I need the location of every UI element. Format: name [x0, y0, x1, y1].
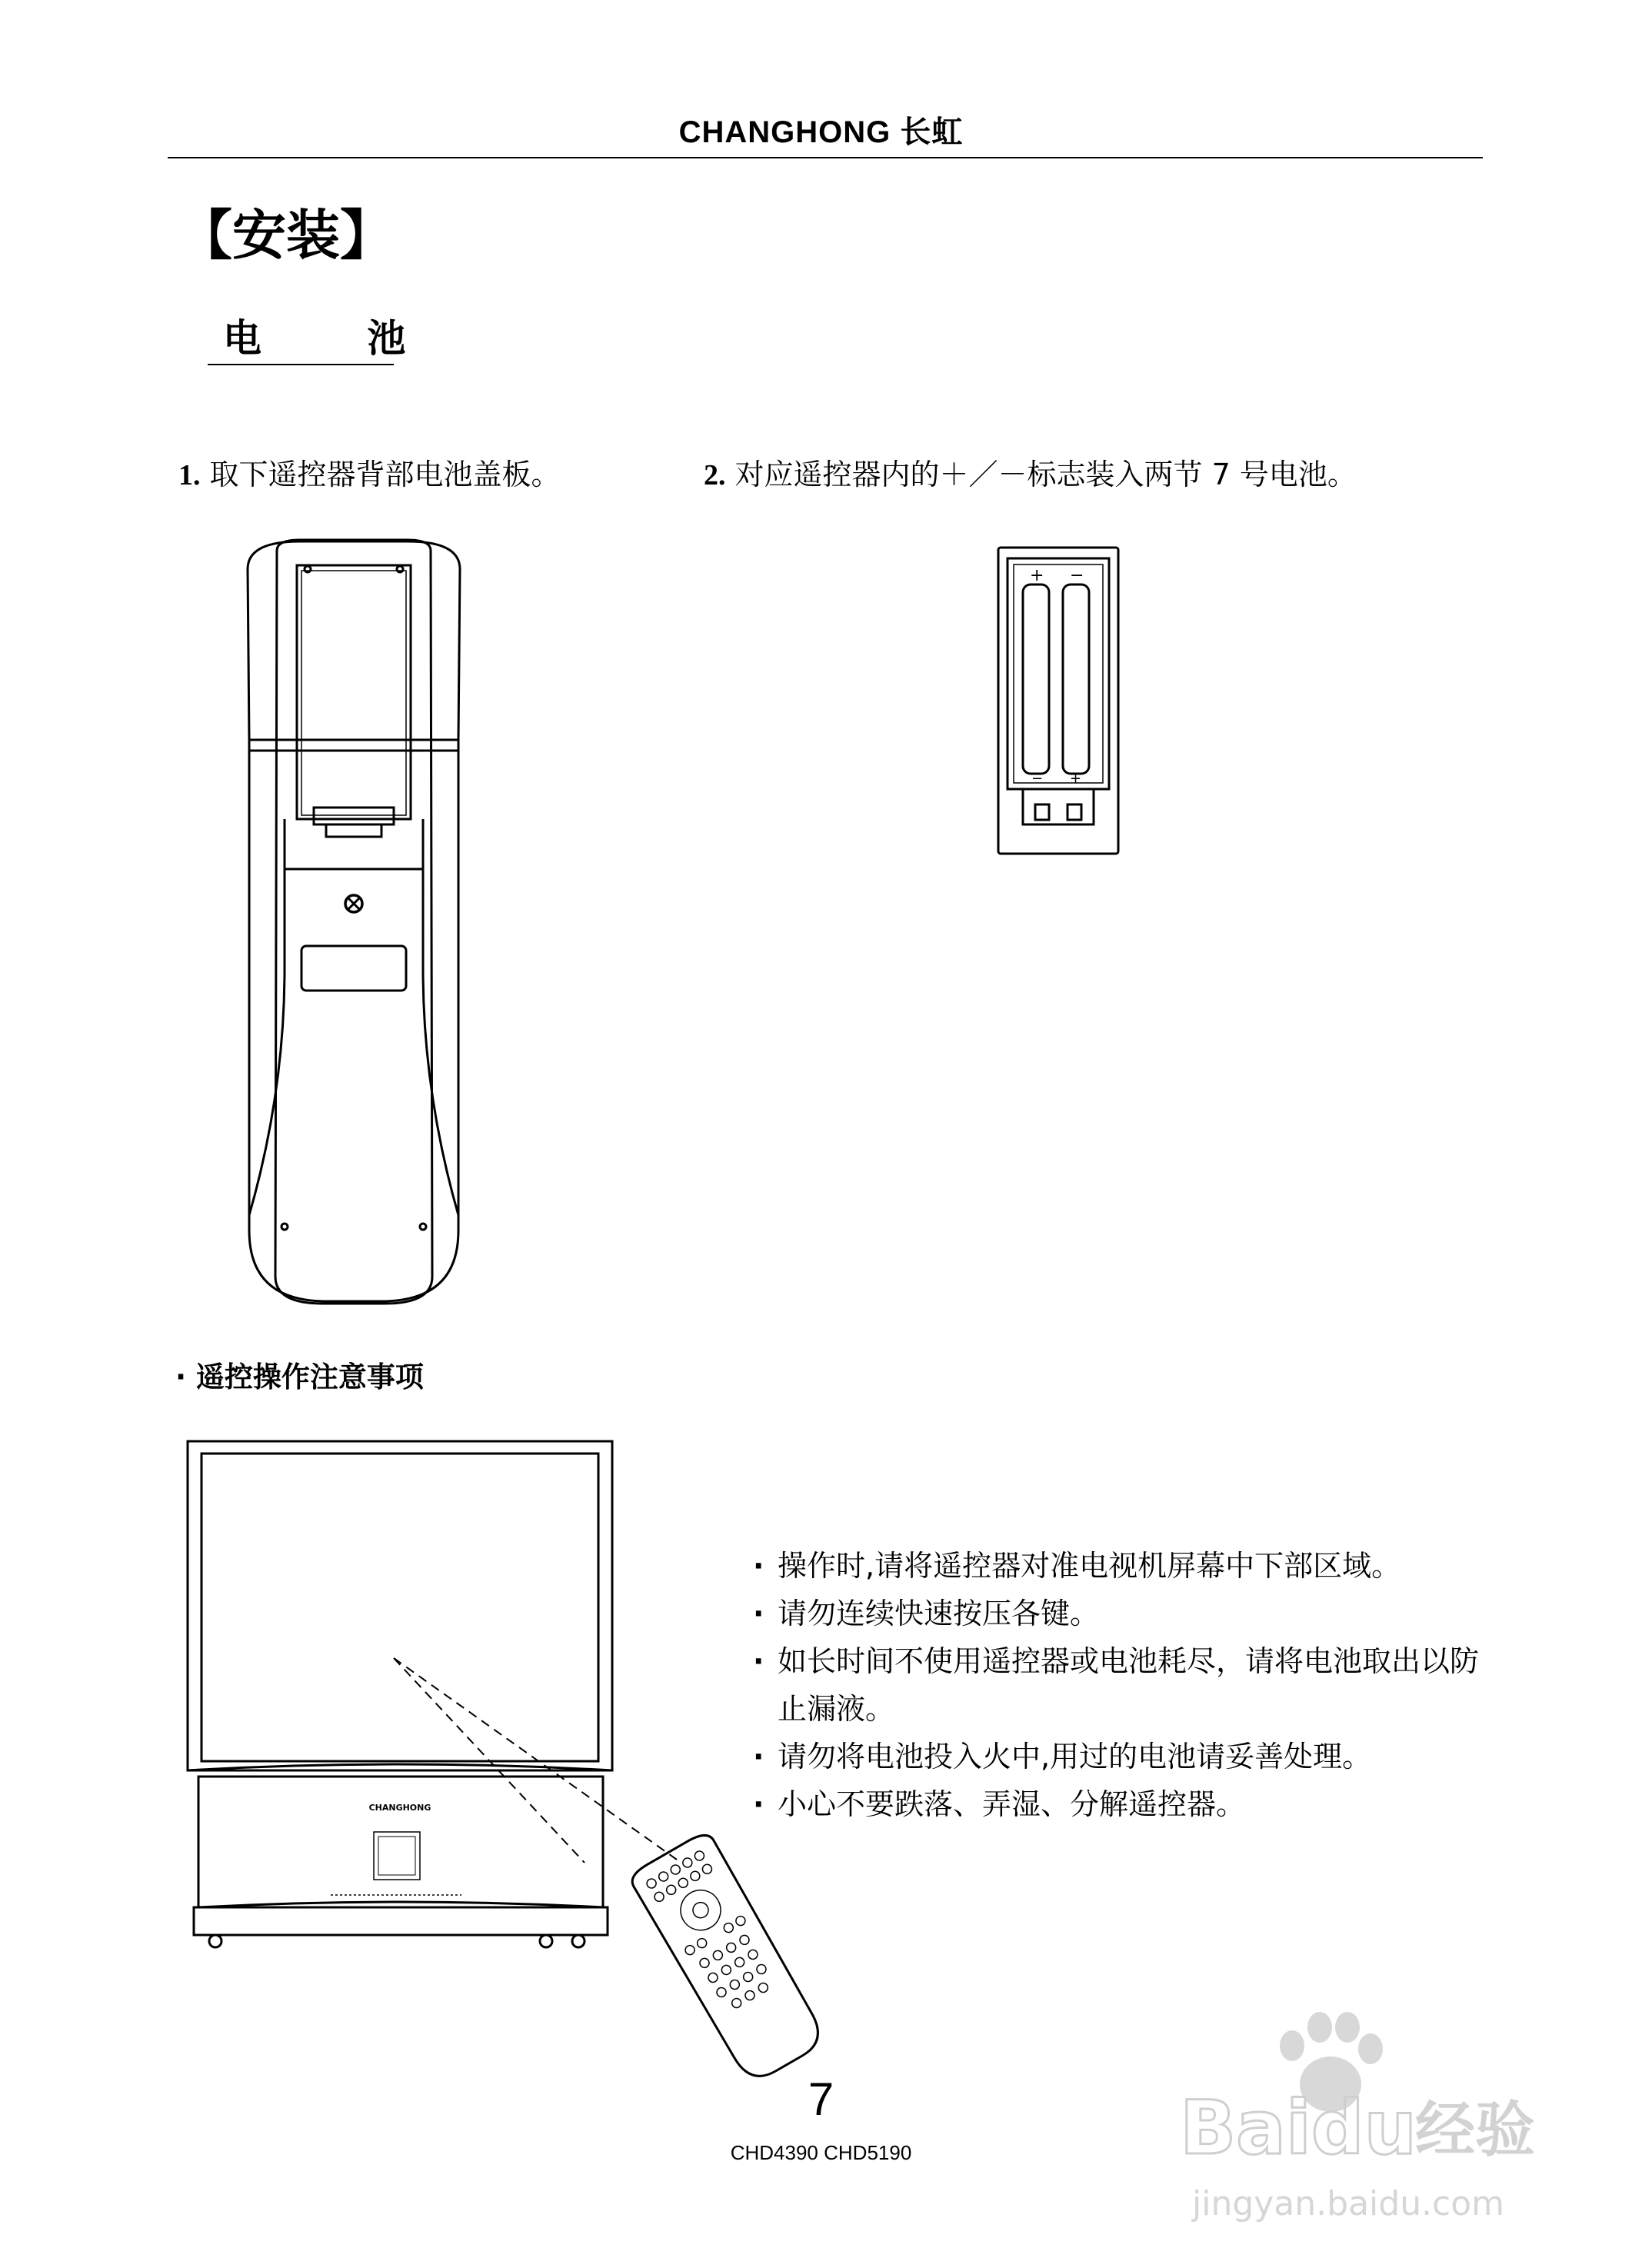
- battery-plus-mark: +: [1030, 566, 1044, 585]
- remote-front-small: [628, 1830, 829, 2086]
- section-underline: [208, 364, 394, 365]
- battery-compartment-illustration: [992, 538, 1131, 861]
- note-item: · 如长时间不使用遥控器或电池耗尽，请将电池取出以防止漏液。: [750, 1637, 1488, 1733]
- watermark-suffix: 经验: [1415, 2096, 1536, 2165]
- baidu-watermark: [1169, 1992, 1569, 2238]
- notes-list: [750, 1542, 1488, 1828]
- step-1: [178, 451, 561, 493]
- section-title-notes: · 遥控操作注意事项: [175, 1360, 424, 1394]
- remote-back-illustration: [231, 538, 477, 1307]
- note-item: · 请勿连续快速按压各键。: [750, 1590, 1488, 1637]
- note-item: · 请勿将电池投入火中,用过的电池请妥善处理。: [750, 1733, 1488, 1780]
- brand-logo: CHANGHONG 长虹: [678, 115, 964, 149]
- step-1-number: 1.: [178, 459, 201, 491]
- watermark-url: jingyan.baidu.com: [1192, 2184, 1505, 2223]
- page-number: 7: [808, 2073, 834, 2125]
- battery-plus-mark-bottom: +: [1070, 771, 1082, 787]
- watermark-brand: Baidu: [1180, 2085, 1417, 2171]
- page-title: 【安装】: [178, 204, 394, 267]
- step-2-text: 对应遥控器内的＋／－标志装入两节 7 号电池。: [734, 458, 1357, 491]
- header-rule: [168, 157, 1483, 158]
- note-item: · 操作时,请将遥控器对准电视机屏幕中下部区域。: [750, 1542, 1488, 1590]
- battery-minus-mark: −: [1070, 566, 1084, 585]
- step-2-number: 2.: [704, 459, 726, 491]
- step-1-text: 取下遥控器背部电池盖板。: [209, 458, 561, 491]
- note-item: · 小心不要跌落、弄湿、分解遥控器。: [750, 1780, 1488, 1828]
- section-title-battery: 电 池: [223, 316, 452, 361]
- battery-minus-mark-bottom: −: [1031, 771, 1044, 787]
- step-2: [704, 451, 1357, 493]
- tv-logo: CHANGHONG: [368, 1803, 431, 1813]
- model-numbers: CHD4390 CHD5190: [730, 2141, 912, 2164]
